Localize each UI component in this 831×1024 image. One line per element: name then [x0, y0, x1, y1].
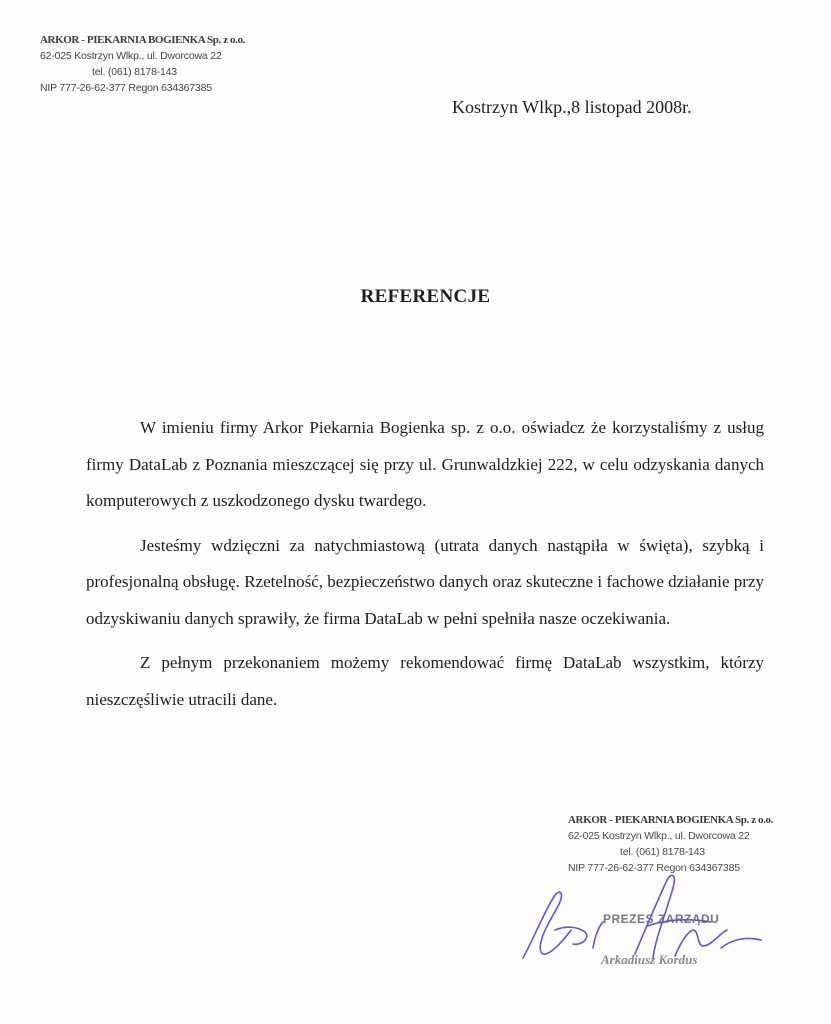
letter-body — [86, 410, 764, 726]
signature-block — [515, 860, 775, 980]
stamp-phone: tel. (061) 8178-143 — [620, 846, 705, 858]
company-stamp-header — [40, 32, 245, 96]
signature-role: PREZES ZARZĄDU — [603, 912, 720, 926]
stamp-ids: NIP 777-26-62-377 Regon 634367385 — [568, 862, 740, 874]
stamp-company-name: ARKOR - PIEKARNIA BOGIENKA Sp. z o.o. — [40, 34, 245, 46]
stamp-address: 62-025 Kostrzyn Wlkp., ul. Dworcowa 22 — [568, 830, 750, 842]
paragraph-3: Z pełnym przekonaniem możemy rekomendować firmę DataLab wszystkim, którzy nieszczęśliwie utracili dane. — [86, 653, 764, 709]
paragraph-2: Jesteśmy wdzięczni za natychmiastową (utrata danych nastąpiła w święta), szybką i profesjonalną obsługę. Rzetelność, bezpieczeństwo danych oraz skuteczne i fachowe działanie przy odzyskiwaniu danych sprawiły, że firma DataLab w pełni spełniła nasze oczekiwania. — [86, 535, 764, 628]
stamp-phone: tel. (061) 8178-143 — [92, 66, 177, 78]
stamp-company-name: ARKOR - PIEKARNIA BOGIENKA Sp. z o.o. — [568, 814, 773, 826]
letter-title: REFERENCJE — [360, 286, 491, 307]
stamp-address: 62-025 Kostrzyn Wlkp., ul. Dworcowa 22 — [40, 50, 222, 62]
handwritten-signature-icon — [515, 860, 775, 980]
stamp-ids: NIP 777-26-62-377 Regon 634367385 — [40, 82, 212, 94]
signature-name: Arkadiusz Kordus — [601, 952, 698, 967]
paragraph-1: W imieniu firmy Arkor Piekarnia Bogienka sp. z o.o. oświadcz że korzystaliśmy z usług firmy DataLab z Poznania mieszczącej się przy ul. Grunwaldzkiej 222, w celu odzyskania danych komputerowych z uszkodzonego dysku twardego. — [86, 418, 764, 510]
letter-date: Kostrzyn Wlkp.,8 listopad 2008r. — [452, 97, 692, 117]
